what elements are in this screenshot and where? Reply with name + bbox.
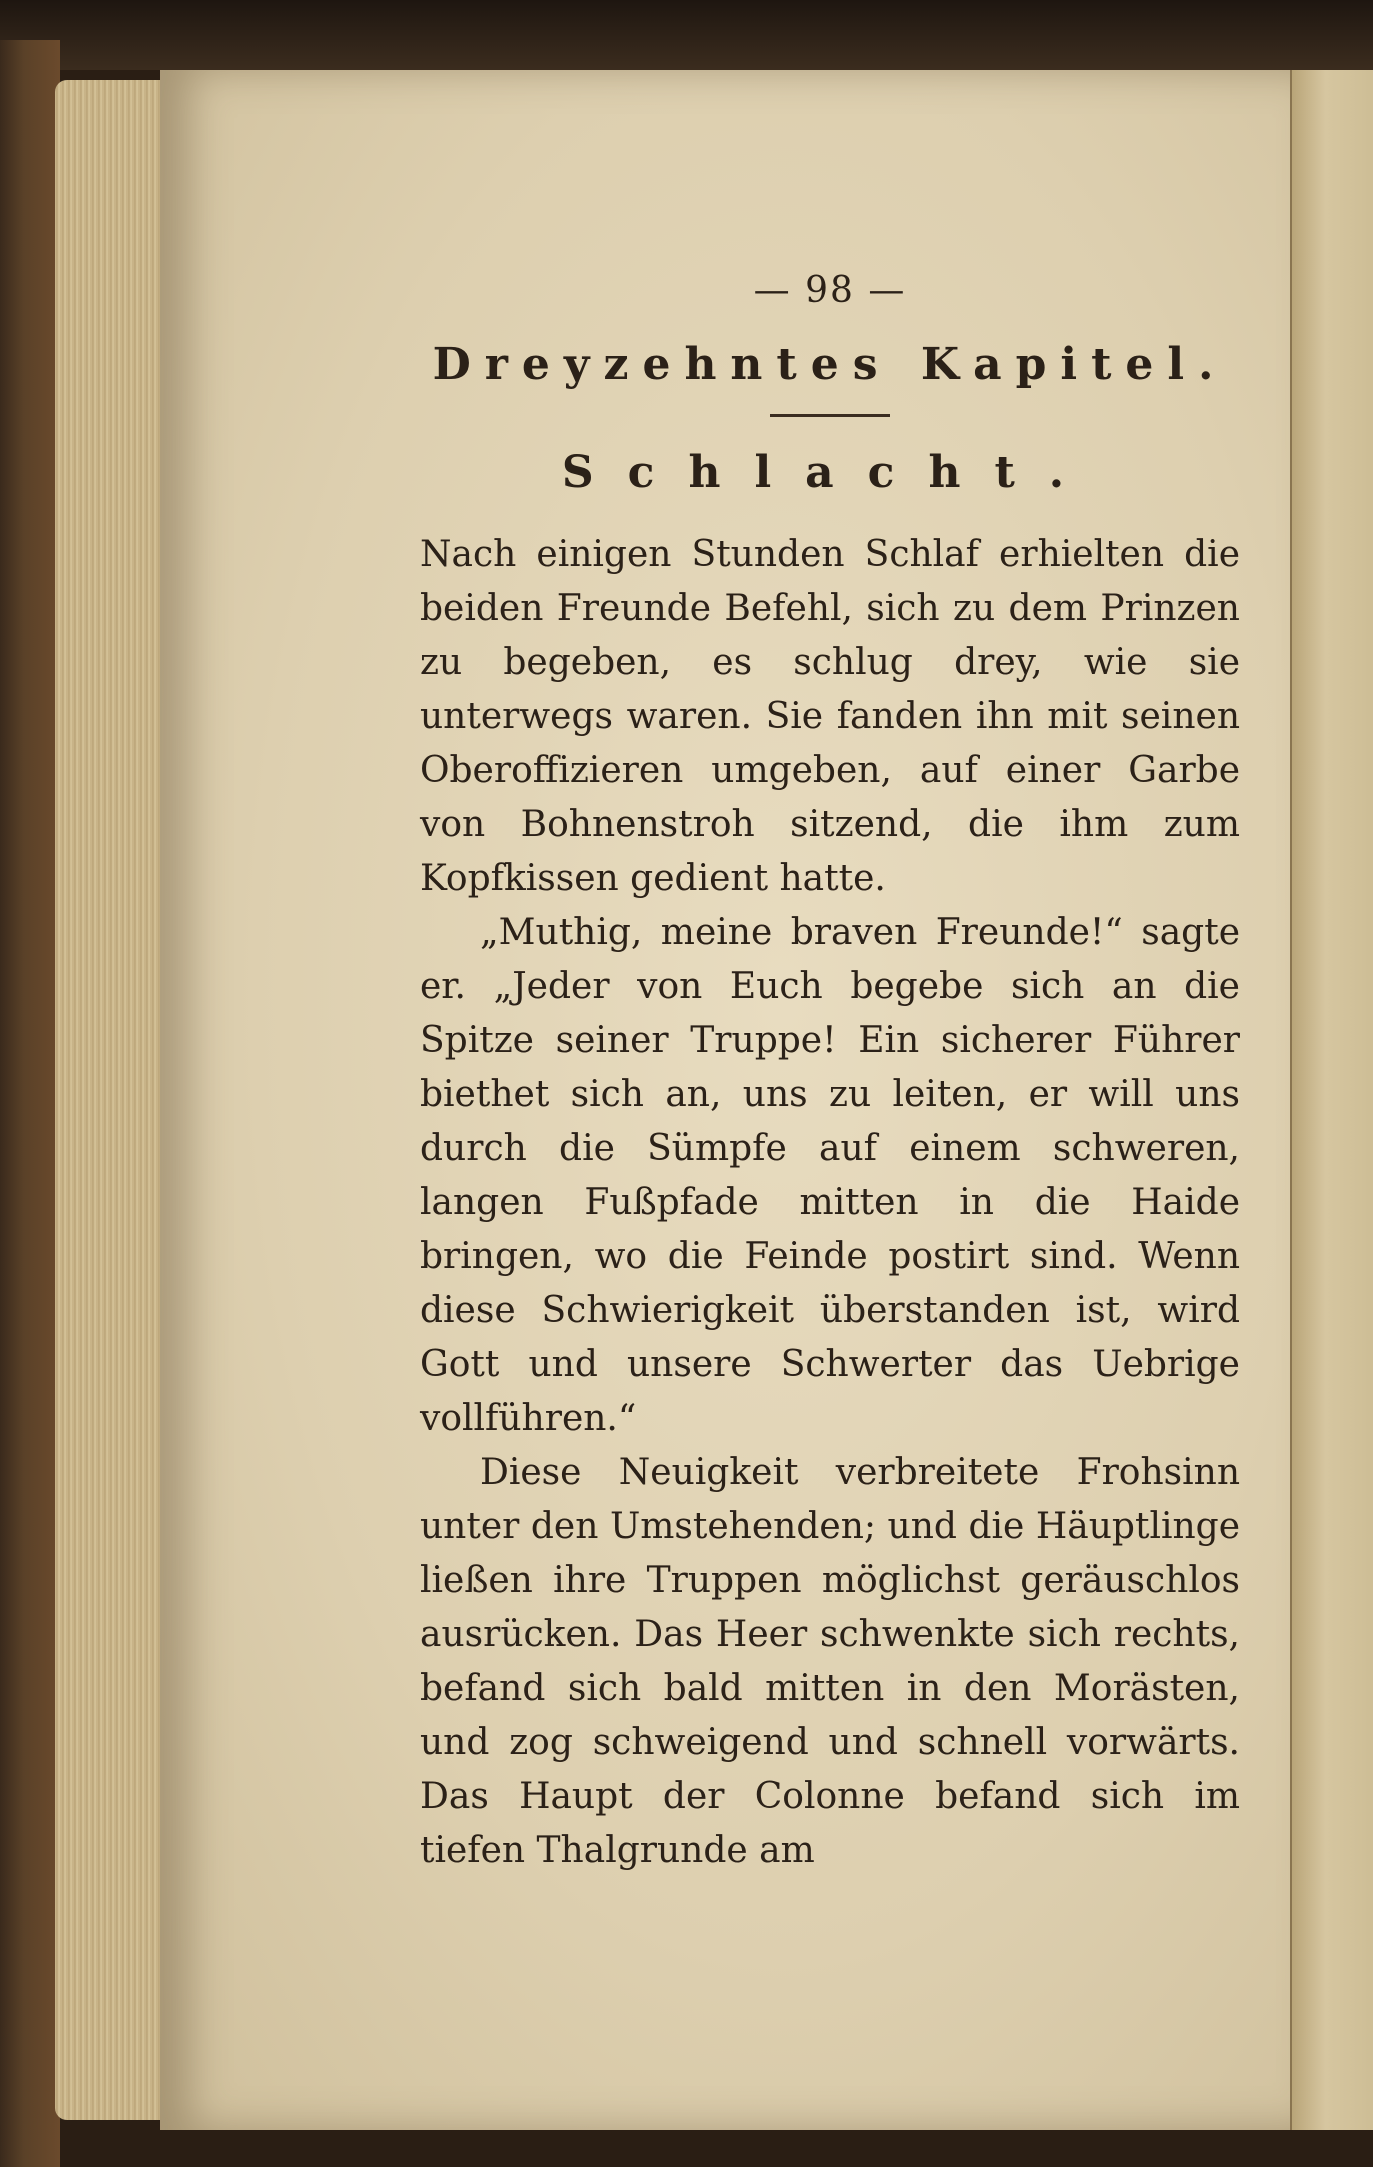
facing-page-edge <box>1290 70 1373 2130</box>
section-title: Schlacht. <box>561 447 1099 498</box>
paragraph: Nach einigen Stunden Schlaf erhielten die beiden Freunde Befehl, sich zu dem Prinzen zu begeben, es schlug drey, wie sie unterwegs waren. Sie fanden ihn mit seinen Oberoffizieren umgeben, auf einer Garbe von Bohnenstroh sitzend, die ihm zum Kopfkissen gedient hatte. <box>420 534 1240 899</box>
page-edges <box>55 80 175 2120</box>
book-cover-top <box>0 0 1373 70</box>
book-cover-spine <box>0 40 60 2167</box>
page-content <box>420 260 1240 1878</box>
paragraph: Diese Neuigkeit verbreitete Frohsinn unter den Umstehenden; und die Häuptlinge ließen ihre Truppen möglichst geräuschlos ausrücken. Das Heer schwenkte sich rechts, befand sich bald mitten in den Morästen, und zog schweigend und schnell vorwärts. Das Haupt der Colonne befand sich im tiefen Thalgrunde am <box>420 1452 1240 1871</box>
paragraph: „Muthig, meine braven Freunde!“ sagte er. „Jeder von Euch begebe sich an die Spitze seiner Truppe! Ein sicherer Führer biethet sich an, uns zu leiten, er will uns durch die Sümpfe auf einem schweren, langen Fußpfade mitten in die Haide bringen, wo die Feinde postirt sind. Wenn diese Schwierigkeit überstanden ist, wird Gott und unsere Schwerter das Uebrige vollführen.“ <box>420 912 1240 1439</box>
page-number: — 98 — <box>753 270 907 311</box>
title-divider <box>770 414 890 417</box>
chapter-title: Dreyzehntes Kapitel. <box>432 339 1228 390</box>
